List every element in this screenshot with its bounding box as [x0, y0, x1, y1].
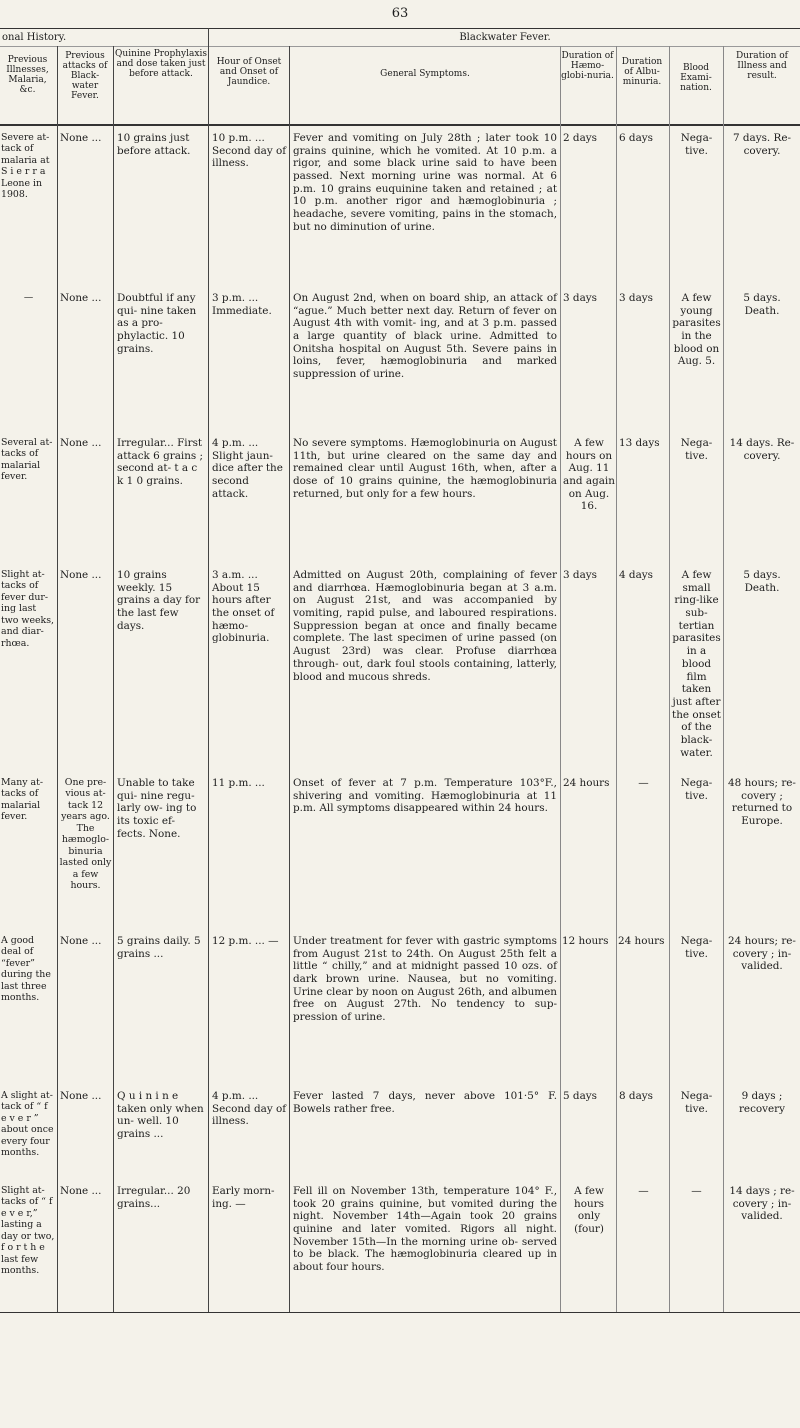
row-albu: 13 days — [619, 437, 660, 449]
row-symptoms: No severe symptoms. Hæmoglobinuria on August 11th, but urine cleared on the same day and remained clear until August 16th, when, after a dose of 10 grains quinine, the hæmoglobinuria returned, but only for a few hours. — [293, 437, 557, 500]
header-top-rule — [0, 28, 800, 29]
header-duration-haemo: Duration of Hæmo-globi-nuria. — [561, 51, 614, 81]
row-onset: 12 p.m. ... — — [212, 935, 279, 947]
row-blood: Nega- tive. — [680, 1090, 713, 1115]
header-duration-illness: Duration of Illness and result. — [735, 51, 788, 81]
row-previous: None ... — [60, 1090, 102, 1102]
row-symptoms: Onset of fever at 7 p.m. Temperature 103°F., shivering and vomiting. Hæmoglobinuria at 11 p.m. All symptoms disappeared within 24 hours. — [293, 777, 557, 815]
row-blood: Nega- tive. — [680, 132, 713, 157]
row-blood: Nega- tive. — [680, 777, 713, 802]
row-albu: 6 days — [619, 132, 653, 144]
col-divider — [669, 46, 670, 1312]
header-onset: Hour of Onset and Onset of Jaundice. — [216, 57, 282, 87]
row-onset: 3 p.m. ... Immediate. — [212, 292, 272, 317]
row-symptoms: Under treatment for fever with gastric symptoms from August 21st to 24th. On August 25th felt a little “ chilly,” and at midnight passed 10 ozs. of dark brown urine. Nausea, but no vomiting. Urine clear by noon on August 26th, and albumen free on August 27th. No tendency to sup- pression of urine. — [293, 935, 557, 1024]
col-divider — [113, 46, 114, 1312]
page-number: 63 — [391, 6, 409, 21]
row-quinine: 5 grains daily. 5 grains ... — [117, 935, 201, 960]
row-onset: 11 p.m. ... — [212, 777, 265, 789]
row-previous: None ... — [60, 569, 102, 581]
row-albu: — — [638, 1185, 649, 1197]
table-bottom-rule — [0, 1312, 800, 1313]
row-haemo: 12 hours — [562, 935, 609, 947]
row-quinine: 10 grains just before attack. — [117, 132, 191, 157]
row-albu: 24 hours — [618, 935, 665, 947]
row-symptoms: Fever and vomiting on July 28th ; later took 10 grains quinine, which he vomited. At 10 p.m. a rigor, and some black urine said to have been passed. Next morning urine was normal. At 6 p.m. 10 grains euquinine taken and retained ; at 10 p.m. another rigor and hæmoglobinuria ; headache, severe vomiting, pains in the stomach, but no diminution of urine. — [293, 132, 557, 233]
header-group-blackwater: Blackwater Fever. — [459, 32, 551, 43]
row-illness: Many at- tacks of malarial fever. — [1, 777, 44, 823]
row-albu: 8 days — [619, 1090, 653, 1102]
row-result: 24 hours; re- covery ; in- valided. — [728, 935, 796, 973]
row-quinine: Doubtful if any qui- nine taken as a pro- phylactic. 10 grains. — [117, 292, 197, 355]
row-blood: Nega- tive. — [680, 437, 713, 462]
row-result: 9 days ; recovery — [738, 1090, 786, 1115]
row-previous: None ... — [60, 935, 102, 947]
row-onset: 10 p.m. ... Second day of illness. — [212, 132, 287, 170]
row-albu: 4 days — [619, 569, 653, 581]
row-illness: Slight at- tacks of “ f e v e r,” lasting a day or two, f o r t h e last few months. — [1, 1185, 55, 1277]
row-result: 48 hours; re- covery ; returned to Europe. — [728, 777, 796, 828]
row-illness: — — [23, 292, 34, 303]
row-haemo: 24 hours — [563, 777, 610, 789]
row-previous: None ... — [60, 1185, 102, 1197]
header-quinine: Quinine Prophylaxis and dose taken just before attack. — [115, 49, 207, 79]
row-illness: A slight at- tack of “ f e v e r ” about once every four months. — [1, 1090, 54, 1159]
header-duration-albu: Duration of Albu-minuria. — [621, 57, 663, 87]
row-result: 5 days. Death. — [743, 569, 781, 594]
row-haemo: 5 days — [563, 1090, 597, 1102]
row-symptoms: Fever lasted 7 days, never above 101·5° F. Bowels rather free. — [293, 1090, 557, 1115]
row-haemo: 3 days — [563, 292, 597, 304]
row-previous: None ... — [60, 132, 102, 144]
col-divider — [723, 46, 724, 1312]
row-blood: Nega- tive. — [680, 935, 713, 960]
row-result: 14 days. Re- covery. — [729, 437, 795, 462]
row-quinine: Q u i n i n e taken only when un- well. 10 grains ... — [117, 1090, 204, 1141]
row-blood: A few young parasites in the blood on Aug. 5. — [672, 292, 721, 368]
header-general-symptoms: General Symptoms. — [380, 69, 470, 79]
header-group-history: onal History. — [2, 32, 67, 43]
row-illness: Severe at- tack of malaria at S i e r r a Leone in 1908. — [1, 132, 50, 201]
row-albu: — — [638, 777, 649, 789]
row-symptoms: Fell ill on November 13th, temperature 104° F., took 20 grains quinine, but vomited during the night. November 14th—Again took 20 grains quinine and later vomited. Rigors all night. November 15th—In the morning urine ob- served to be black. The hæmoglobinuria cleared up in about four hours. — [293, 1185, 557, 1274]
header-bottom-rule — [0, 124, 800, 126]
row-haemo: 3 days — [563, 569, 597, 581]
row-previous: One pre- vious at- tack 12 years ago. The hæmoglo- binuria lasted only a few hours. — [59, 777, 112, 892]
row-illness: Several at- tacks of malarial fever. — [1, 437, 53, 483]
row-onset: 4 p.m. ... Second day of illness. — [212, 1090, 287, 1128]
row-blood: — — [691, 1185, 702, 1197]
row-onset: Early morn- ing. — — [212, 1185, 275, 1210]
row-symptoms: Admitted on August 20th, complaining of fever and diarrhœa. Hæmoglobinuria began at 3 a.m. on August 21st, and was accompanied by vomiting, rapid pulse, and laboured respirations. Suppression began at once and finally became complete. The last specimen of urine passed (on August 23rd) was clear. Profuse diarrhœa through- out, dark foul stools containing, latterly, blood and mucous shreds. — [293, 569, 557, 683]
header-previous-attacks: Previous attacks of Black-water Fever. — [62, 51, 108, 101]
row-haemo: A few hours on Aug. 11 and again on Aug. 16. — [563, 437, 615, 513]
row-haemo: A few hours only (four) — [574, 1185, 604, 1236]
row-previous: None ... — [60, 292, 102, 304]
col-divider — [560, 46, 561, 1312]
row-quinine: Unable to take qui- nine regu- larly ow- ing to its toxic ef- fects. None. — [117, 777, 197, 840]
row-onset: 4 p.m. ... Slight jaun- dice after the second attack. — [212, 437, 283, 500]
row-blood: A few small ring-like sub- tertian parasites in a blood film taken just after the onset of the black- water. — [672, 569, 721, 759]
row-quinine: Irregular... First attack 6 grains ; second at- t a c k 1 0 grains. — [117, 437, 204, 488]
group-sub-rule — [0, 46, 800, 47]
row-result: 14 days ; re- covery ; in- valided. — [729, 1185, 795, 1223]
col-divider — [208, 28, 209, 1312]
row-quinine: Irregular... 20 grains... — [117, 1185, 191, 1210]
row-onset: 3 a.m. ... About 15 hours after the onset of hæmo- globinuria. — [212, 569, 275, 645]
row-illness: Slight at- tacks of fever dur- ing last two weeks, and diar- rhœa. — [1, 569, 55, 649]
col-divider — [289, 46, 290, 1312]
col-divider — [616, 46, 617, 1312]
row-quinine: 10 grains weekly. 15 grains a day for the last few days. — [117, 569, 201, 632]
row-previous: None ... — [60, 437, 102, 449]
row-haemo: 2 days — [563, 132, 597, 144]
row-symptoms: On August 2nd, when on board ship, an attack of “ague.” Much better next day. Return of fever on August 4th with vomit- ing, and at 3 p.m. passed a large quantity of black urine. Admitted to Onitsha hospital on August 5th. Severe pains in loins, fever, hæmoglobinuria and marked suppression of urine. — [293, 292, 557, 381]
header-blood: Blood Exami-nation. — [680, 63, 712, 93]
row-result: 7 days. Re- covery. — [732, 132, 792, 157]
row-result: 5 days. Death. — [743, 292, 781, 317]
row-albu: 3 days — [619, 292, 653, 304]
header-previous-illnesses: Previous Illnesses, Malaria, &c. — [6, 55, 49, 95]
col-divider — [57, 46, 58, 1312]
row-illness: A good deal of “fever” during the last three months. — [1, 935, 51, 1004]
